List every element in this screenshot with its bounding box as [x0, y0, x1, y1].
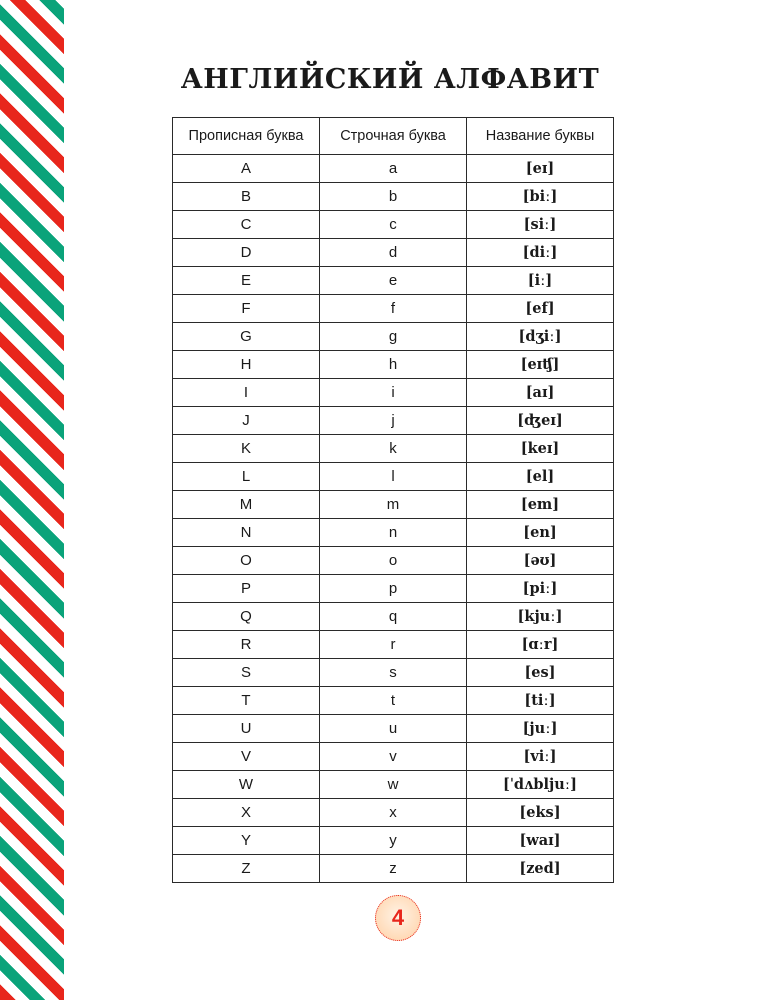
table-row	[173, 435, 614, 463]
letter-pronunciation: [viː]	[467, 743, 614, 771]
uppercase-letter: H	[173, 351, 320, 379]
alphabet-table	[172, 117, 614, 883]
table-row	[173, 659, 614, 687]
letter-pronunciation: [biː]	[467, 183, 614, 211]
letter-pronunciation: [eɪʧ]	[467, 351, 614, 379]
uppercase-letter: T	[173, 687, 320, 715]
lowercase-letter: x	[320, 799, 467, 827]
table-row	[173, 295, 614, 323]
uppercase-letter: V	[173, 743, 320, 771]
alphabet-table-body	[173, 155, 614, 883]
header-lowercase: Строчная буква	[320, 118, 467, 155]
letter-pronunciation: [keɪ]	[467, 435, 614, 463]
letter-pronunciation: [eɪ]	[467, 155, 614, 183]
lowercase-letter: s	[320, 659, 467, 687]
uppercase-letter: S	[173, 659, 320, 687]
table-row	[173, 211, 614, 239]
table-row	[173, 323, 614, 351]
lowercase-letter: k	[320, 435, 467, 463]
lowercase-letter: o	[320, 547, 467, 575]
uppercase-letter: N	[173, 519, 320, 547]
letter-pronunciation: [siː]	[467, 211, 614, 239]
page-number-badge	[375, 895, 421, 941]
table-row	[173, 827, 614, 855]
letter-pronunciation: [iː]	[467, 267, 614, 295]
lowercase-letter: j	[320, 407, 467, 435]
uppercase-letter: D	[173, 239, 320, 267]
letter-pronunciation: [ʤeɪ]	[467, 407, 614, 435]
letter-pronunciation: [tiː]	[467, 687, 614, 715]
uppercase-letter: X	[173, 799, 320, 827]
uppercase-letter: I	[173, 379, 320, 407]
lowercase-letter: u	[320, 715, 467, 743]
table-row	[173, 799, 614, 827]
table-row	[173, 855, 614, 883]
lowercase-letter: e	[320, 267, 467, 295]
lowercase-letter: a	[320, 155, 467, 183]
uppercase-letter: P	[173, 575, 320, 603]
uppercase-letter: Z	[173, 855, 320, 883]
table-row	[173, 407, 614, 435]
letter-pronunciation: [ˈdʌbljuː]	[467, 771, 614, 799]
uppercase-letter: L	[173, 463, 320, 491]
letter-pronunciation: [piː]	[467, 575, 614, 603]
uppercase-letter: G	[173, 323, 320, 351]
table-row	[173, 519, 614, 547]
table-row	[173, 603, 614, 631]
uppercase-letter: K	[173, 435, 320, 463]
uppercase-letter: R	[173, 631, 320, 659]
letter-pronunciation: [em]	[467, 491, 614, 519]
letter-pronunciation: [waɪ]	[467, 827, 614, 855]
header-uppercase: Прописная буква	[173, 118, 320, 155]
lowercase-letter: i	[320, 379, 467, 407]
letter-pronunciation: [en]	[467, 519, 614, 547]
uppercase-letter: E	[173, 267, 320, 295]
table-row	[173, 771, 614, 799]
table-row	[173, 743, 614, 771]
lowercase-letter: r	[320, 631, 467, 659]
lowercase-letter: p	[320, 575, 467, 603]
table-row	[173, 351, 614, 379]
uppercase-letter: A	[173, 155, 320, 183]
lowercase-letter: y	[320, 827, 467, 855]
uppercase-letter: M	[173, 491, 320, 519]
table-row	[173, 687, 614, 715]
uppercase-letter: Y	[173, 827, 320, 855]
letter-pronunciation: [ef]	[467, 295, 614, 323]
letter-pronunciation: [kjuː]	[467, 603, 614, 631]
lowercase-letter: h	[320, 351, 467, 379]
lowercase-letter: b	[320, 183, 467, 211]
letter-pronunciation: [əʊ]	[467, 547, 614, 575]
page-title: АНГЛИЙСКИЙ АЛФАВИТ	[180, 64, 600, 95]
lowercase-letter: q	[320, 603, 467, 631]
uppercase-letter: J	[173, 407, 320, 435]
table-row	[173, 183, 614, 211]
letter-pronunciation: [es]	[467, 659, 614, 687]
letter-pronunciation: [zed]	[467, 855, 614, 883]
table-row	[173, 239, 614, 267]
letter-pronunciation: [el]	[467, 463, 614, 491]
letter-pronunciation: [dʒiː]	[467, 323, 614, 351]
uppercase-letter: O	[173, 547, 320, 575]
uppercase-letter: B	[173, 183, 320, 211]
lowercase-letter: m	[320, 491, 467, 519]
lowercase-letter: t	[320, 687, 467, 715]
table-row	[173, 155, 614, 183]
lowercase-letter: v	[320, 743, 467, 771]
lowercase-letter: g	[320, 323, 467, 351]
uppercase-letter: F	[173, 295, 320, 323]
table-row	[173, 379, 614, 407]
letter-pronunciation: [diː]	[467, 239, 614, 267]
letter-pronunciation: [eks]	[467, 799, 614, 827]
table-row	[173, 463, 614, 491]
header-letter-name: Название буквы	[467, 118, 614, 155]
uppercase-letter: W	[173, 771, 320, 799]
uppercase-letter: C	[173, 211, 320, 239]
table-row	[173, 575, 614, 603]
table-row	[173, 547, 614, 575]
lowercase-letter: n	[320, 519, 467, 547]
table-row	[173, 267, 614, 295]
table-header-row	[173, 118, 614, 155]
lowercase-letter: z	[320, 855, 467, 883]
lowercase-letter: d	[320, 239, 467, 267]
uppercase-letter: Q	[173, 603, 320, 631]
letter-pronunciation: [aɪ]	[467, 379, 614, 407]
table-row	[173, 715, 614, 743]
letter-pronunciation: [juː]	[467, 715, 614, 743]
lowercase-letter: l	[320, 463, 467, 491]
lowercase-letter: f	[320, 295, 467, 323]
uppercase-letter: U	[173, 715, 320, 743]
lowercase-letter: c	[320, 211, 467, 239]
page-number: 4	[391, 905, 405, 930]
lowercase-letter: w	[320, 771, 467, 799]
letter-pronunciation: [ɑːr]	[467, 631, 614, 659]
striped-border	[0, 0, 64, 1000]
table-row	[173, 491, 614, 519]
table-row	[173, 631, 614, 659]
